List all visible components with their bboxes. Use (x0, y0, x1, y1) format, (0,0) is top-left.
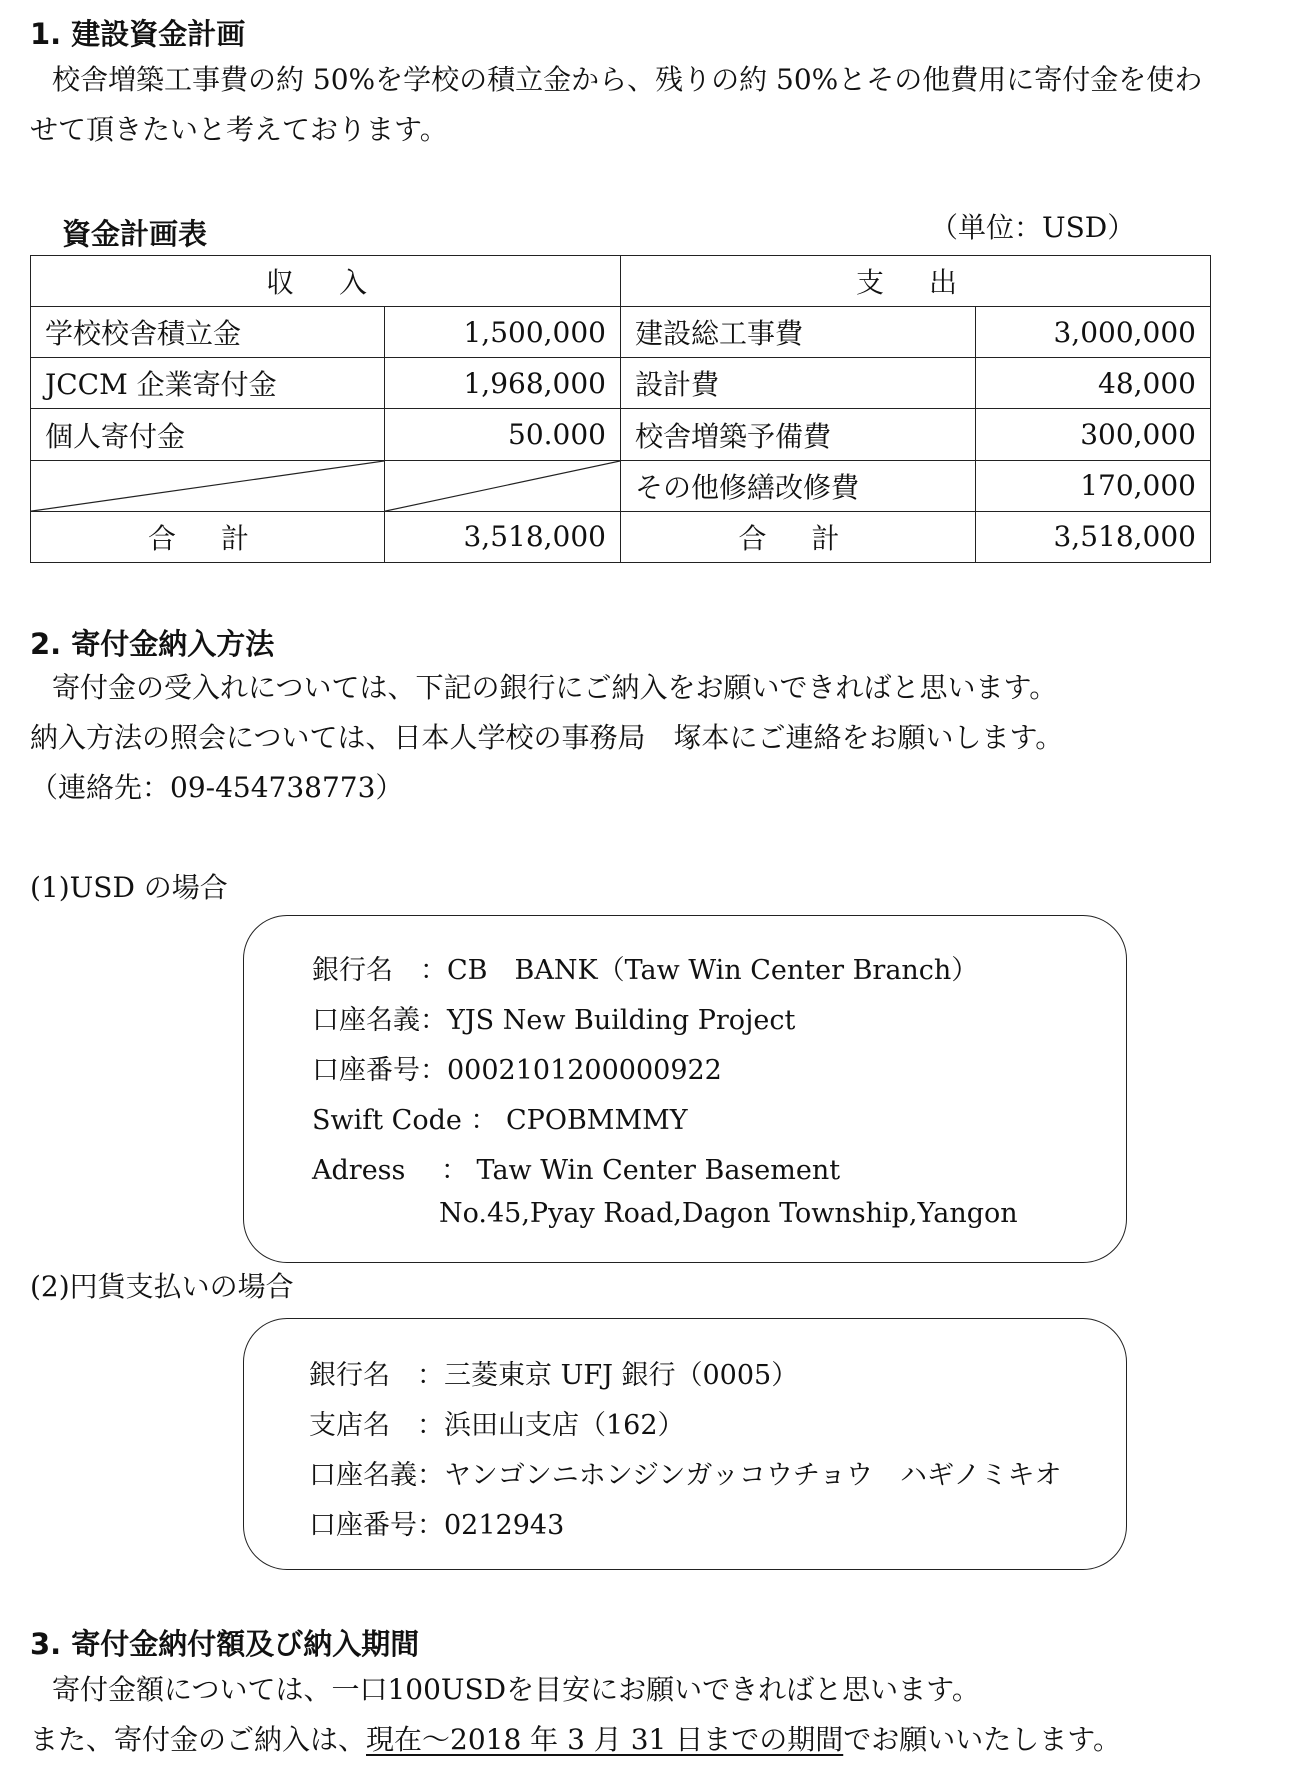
expense-amount: 3,000,000 (976, 307, 1211, 358)
table-row (31, 460, 1211, 511)
fund-table-header-row (31, 256, 1211, 307)
income-amount: 50.000 (385, 409, 621, 460)
income-total-amount: 3,518,000 (385, 511, 621, 562)
usd-subheading: (1)USD の場合 (30, 871, 228, 904)
usd-bank-box (243, 915, 1127, 1263)
usd-address-line2: No.45,Pyay Road,Dagon Township,Yangon (439, 1198, 1018, 1229)
section2-paragraph-line2: 納入方法の照会については、日本人学校の事務局 塚本にご連絡をお願いします。 (30, 721, 1064, 754)
contact-info: （連絡先：09-454738773） (30, 771, 404, 804)
income-amount: 1,500,000 (385, 307, 621, 358)
expense-label: 建設総工事費 (621, 307, 976, 358)
jpy-branch-name: 支店名 ：浜田山支店（162） (309, 1410, 685, 1441)
fund-table (30, 255, 1211, 563)
expense-label: 設計費 (621, 358, 976, 409)
income-label: 学校校舎積立金 (31, 307, 385, 358)
jpy-account-name: 口座名義：ヤンゴンニホンジンガッコウチョウ ハギノミキオ (309, 1460, 1062, 1491)
expense-amount: 48,000 (976, 358, 1211, 409)
section1-paragraph-line1: 校舎増築工事費の約 50%を学校の積立金から、残りの約 50%とその他費用に寄付金を使わ (52, 63, 1203, 96)
period-suffix: でお願いいたします。 (843, 1723, 1121, 1756)
expense-label: その他修繕改修費 (621, 460, 976, 511)
period-emphasis: 現在～2018 年 3 月 31 日までの期間 (366, 1723, 844, 1756)
fund-table-title: 資金計画表 (62, 217, 208, 251)
section3-paragraph-line2 (30, 1723, 1121, 1756)
jpy-subheading: (2)円貨支払いの場合 (30, 1270, 294, 1303)
diagonal-line (31, 461, 384, 511)
diagonal-line (385, 461, 620, 511)
total-row (31, 511, 1211, 562)
table-row (31, 307, 1211, 358)
empty-cell-diagonal (385, 460, 621, 511)
income-label: JCCM 企業寄付金 (31, 358, 385, 409)
fund-table-unit: （単位：USD） (930, 211, 1136, 244)
table-row (31, 358, 1211, 409)
usd-swift-code: Swift Code ： CPOBMMMY (312, 1105, 688, 1136)
expense-total-label: 合 計 (621, 511, 976, 562)
empty-cell-diagonal (31, 460, 385, 511)
usd-address-line1: Adress ： Taw Win Center Basement (312, 1155, 841, 1186)
section3-heading: 3. 寄付金納付額及び納入期間 (30, 1627, 420, 1661)
usd-account-number: 口座番号：0002101200000922 (312, 1055, 722, 1086)
period-prefix: また、寄付金のご納入は、 (30, 1723, 367, 1756)
section1-heading: 1. 建設資金計画 (30, 17, 246, 51)
jpy-account-number: 口座番号：0212943 (309, 1510, 565, 1541)
section2-paragraph-line1: 寄付金の受入れについては、下記の銀行にご納入をお願いできればと思います。 (52, 671, 1058, 704)
section1-paragraph-line2: せて頂きたいと考えております。 (30, 113, 448, 146)
jpy-bank-name: 銀行名 ：三菱東京 UFJ 銀行（0005） (309, 1360, 799, 1391)
expense-label: 校舎増築予備費 (621, 409, 976, 460)
expense-header: 支 出 (621, 256, 1211, 307)
usd-account-name: 口座名義：YJS New Building Project (312, 1005, 796, 1036)
jpy-bank-box (243, 1318, 1127, 1570)
income-header: 収 入 (31, 256, 621, 307)
income-total-label: 合 計 (31, 511, 385, 562)
section3-paragraph-line1: 寄付金額については、一口100USDを目安にお願いできればと思います。 (52, 1673, 980, 1706)
usd-bank-name: 銀行名 ：CB BANK（Taw Win Center Branch） (312, 955, 979, 986)
table-row (31, 409, 1211, 460)
expense-total-amount: 3,518,000 (976, 511, 1211, 562)
expense-amount: 170,000 (976, 460, 1211, 511)
income-label: 個人寄付金 (31, 409, 385, 460)
expense-amount: 300,000 (976, 409, 1211, 460)
income-amount: 1,968,000 (385, 358, 621, 409)
section2-heading: 2. 寄付金納入方法 (30, 627, 275, 661)
